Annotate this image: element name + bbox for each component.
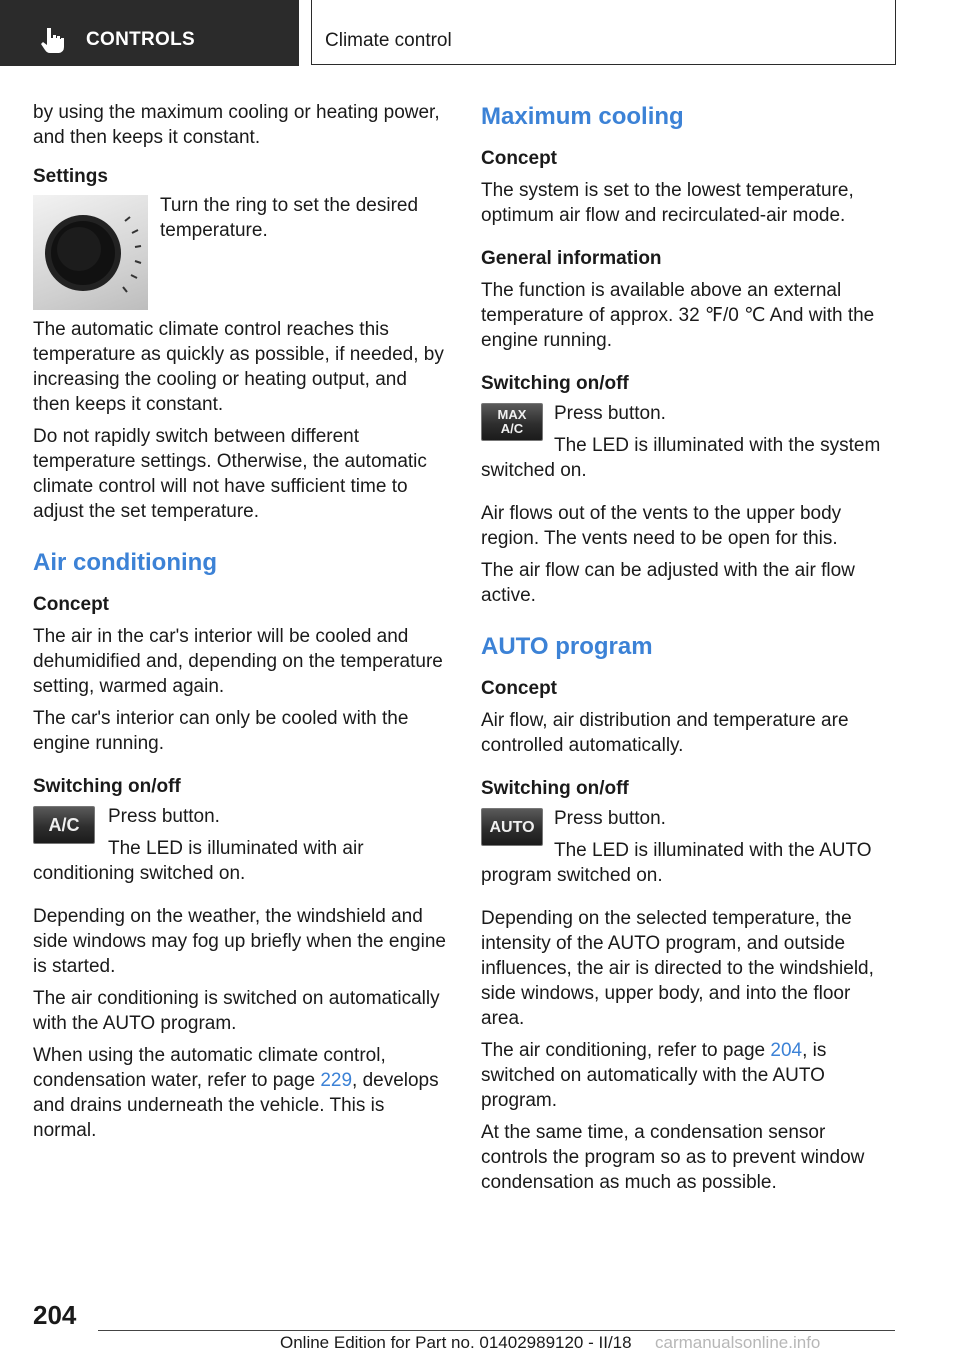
air-conditioning-title: Air conditioning xyxy=(33,549,217,576)
intro-paragraph: by using the maximum cooling or heating power, and then keeps it constant. xyxy=(33,102,440,148)
auto-paragraph-1: Depending on the selected temperature, the intensity of the AUTO program, and outside influences, the air is directed to the windshield, side windows, upper body, and into the floor area. xyxy=(481,908,874,1029)
auto-button-figure xyxy=(481,806,897,888)
max-ac-button-line2: A/C xyxy=(500,421,524,436)
ac-concept-heading: Concept xyxy=(33,594,109,615)
maxcool-concept-paragraph: The system is set to the lowest temperature, optimum air flow and recirculated-air mode. xyxy=(481,180,854,226)
maxcool-switch-heading: Switching on/off xyxy=(481,373,629,394)
auto-paragraph-3: At the same time, a condensation sensor controls the program so as to prevent window condensation as much as possible. xyxy=(481,1122,865,1193)
chapter-tab xyxy=(311,0,896,65)
section-tab xyxy=(0,0,299,66)
ac-switch-heading: Switching on/off xyxy=(33,776,181,797)
maxcool-paragraph-1: Air flows out of the vents to the upper body region. The vents need to be open for this. xyxy=(481,503,842,549)
temperature-knob-image xyxy=(33,195,148,310)
auto-button-image xyxy=(481,808,543,846)
page-link-229[interactable]: 229 xyxy=(320,1070,353,1091)
maxcool-led-text: The LED is illuminated with the system switched on. xyxy=(481,435,881,481)
maxcool-concept-heading: Concept xyxy=(481,148,557,169)
ac-paragraph-2: The air conditioning is switched on automatically with the AUTO program. xyxy=(33,988,440,1034)
auto-program-title: AUTO program xyxy=(481,633,653,660)
pointing-hand-icon xyxy=(40,26,66,54)
chapter-label: Climate control xyxy=(325,30,452,51)
page-link-204[interactable]: 204 xyxy=(770,1040,803,1061)
ac-press-text: Press button. xyxy=(108,806,220,827)
ac-paragraph-1: Depending on the weather, the windshield and side windows may fog up briefly when the engine is started. xyxy=(33,906,446,977)
maximum-cooling-title: Maximum cooling xyxy=(481,103,684,130)
settings-paragraph-1: The automatic climate control reaches this temperature as quickly as possible, if needed, by increasing the cooling or heating output, and then keeps it constant. xyxy=(33,319,444,415)
max-ac-button-image xyxy=(481,403,543,441)
ac-button-image xyxy=(33,806,95,844)
maxcool-general-heading: General information xyxy=(481,248,662,269)
footer-divider xyxy=(98,1330,895,1331)
settings-heading: Settings xyxy=(33,166,108,187)
auto-press-text: Press button. xyxy=(554,808,666,829)
ac-button-figure xyxy=(33,804,449,886)
ac-concept-paragraph-1: The air in the car's interior will be cooled and dehumidified and, depending on the temperature setting, warmed again. xyxy=(33,626,443,697)
auto-concept-heading: Concept xyxy=(481,678,557,699)
settings-figure-caption: Turn the ring to set the desired temperature. xyxy=(160,195,419,241)
temperature-figure xyxy=(33,193,449,317)
page-header xyxy=(0,0,960,66)
section-label: CONTROLS xyxy=(86,29,196,50)
right-column xyxy=(481,100,897,1202)
page-number: 204 xyxy=(33,1300,77,1330)
watermark: carmanualsonline.info xyxy=(655,1333,821,1352)
ac-paragraph-3: When using the automatic climate control, condensation water, refer to page 229, develops and drains underneath the vehicle. This is normal. xyxy=(33,1045,439,1141)
ac-concept-paragraph-2: The car's interior can only be cooled with the engine running. xyxy=(33,708,409,754)
maxcool-paragraph-2: The air flow can be adjusted with the air flow active. xyxy=(481,560,855,606)
settings-paragraph-2: Do not rapidly switch between different temperature settings. Otherwise, the automatic climate control will not have sufficient time to adjust the set temperature. xyxy=(33,426,427,522)
max-ac-button-line1: MAX xyxy=(497,407,527,422)
maxcool-general-paragraph: The function is available above an external temperature of approx. 32 ℉/0 ℃ And with the engine running. xyxy=(481,280,875,351)
auto-switch-heading: Switching on/off xyxy=(481,778,629,799)
left-column xyxy=(33,100,449,1150)
edition-note: Online Edition for Part no. 01402989120 - II/18 xyxy=(280,1333,632,1352)
auto-button-label: AUTO xyxy=(489,818,535,836)
maxcool-button-figure xyxy=(481,401,897,483)
auto-led-text: The LED is illuminated with the AUTO program switched on. xyxy=(481,840,872,886)
auto-paragraph-2: The air conditioning, refer to page 204, is switched on automatically with the AUTO program. xyxy=(481,1040,827,1111)
maxcool-press-text: Press button. xyxy=(554,403,666,424)
ac-button-label: A/C xyxy=(48,814,80,835)
auto-concept-paragraph: Air flow, air distribution and temperature are controlled automatically. xyxy=(481,710,849,756)
knob-icon xyxy=(33,195,148,310)
ac-led-text: The LED is illuminated with air conditioning switched on. xyxy=(33,838,364,884)
